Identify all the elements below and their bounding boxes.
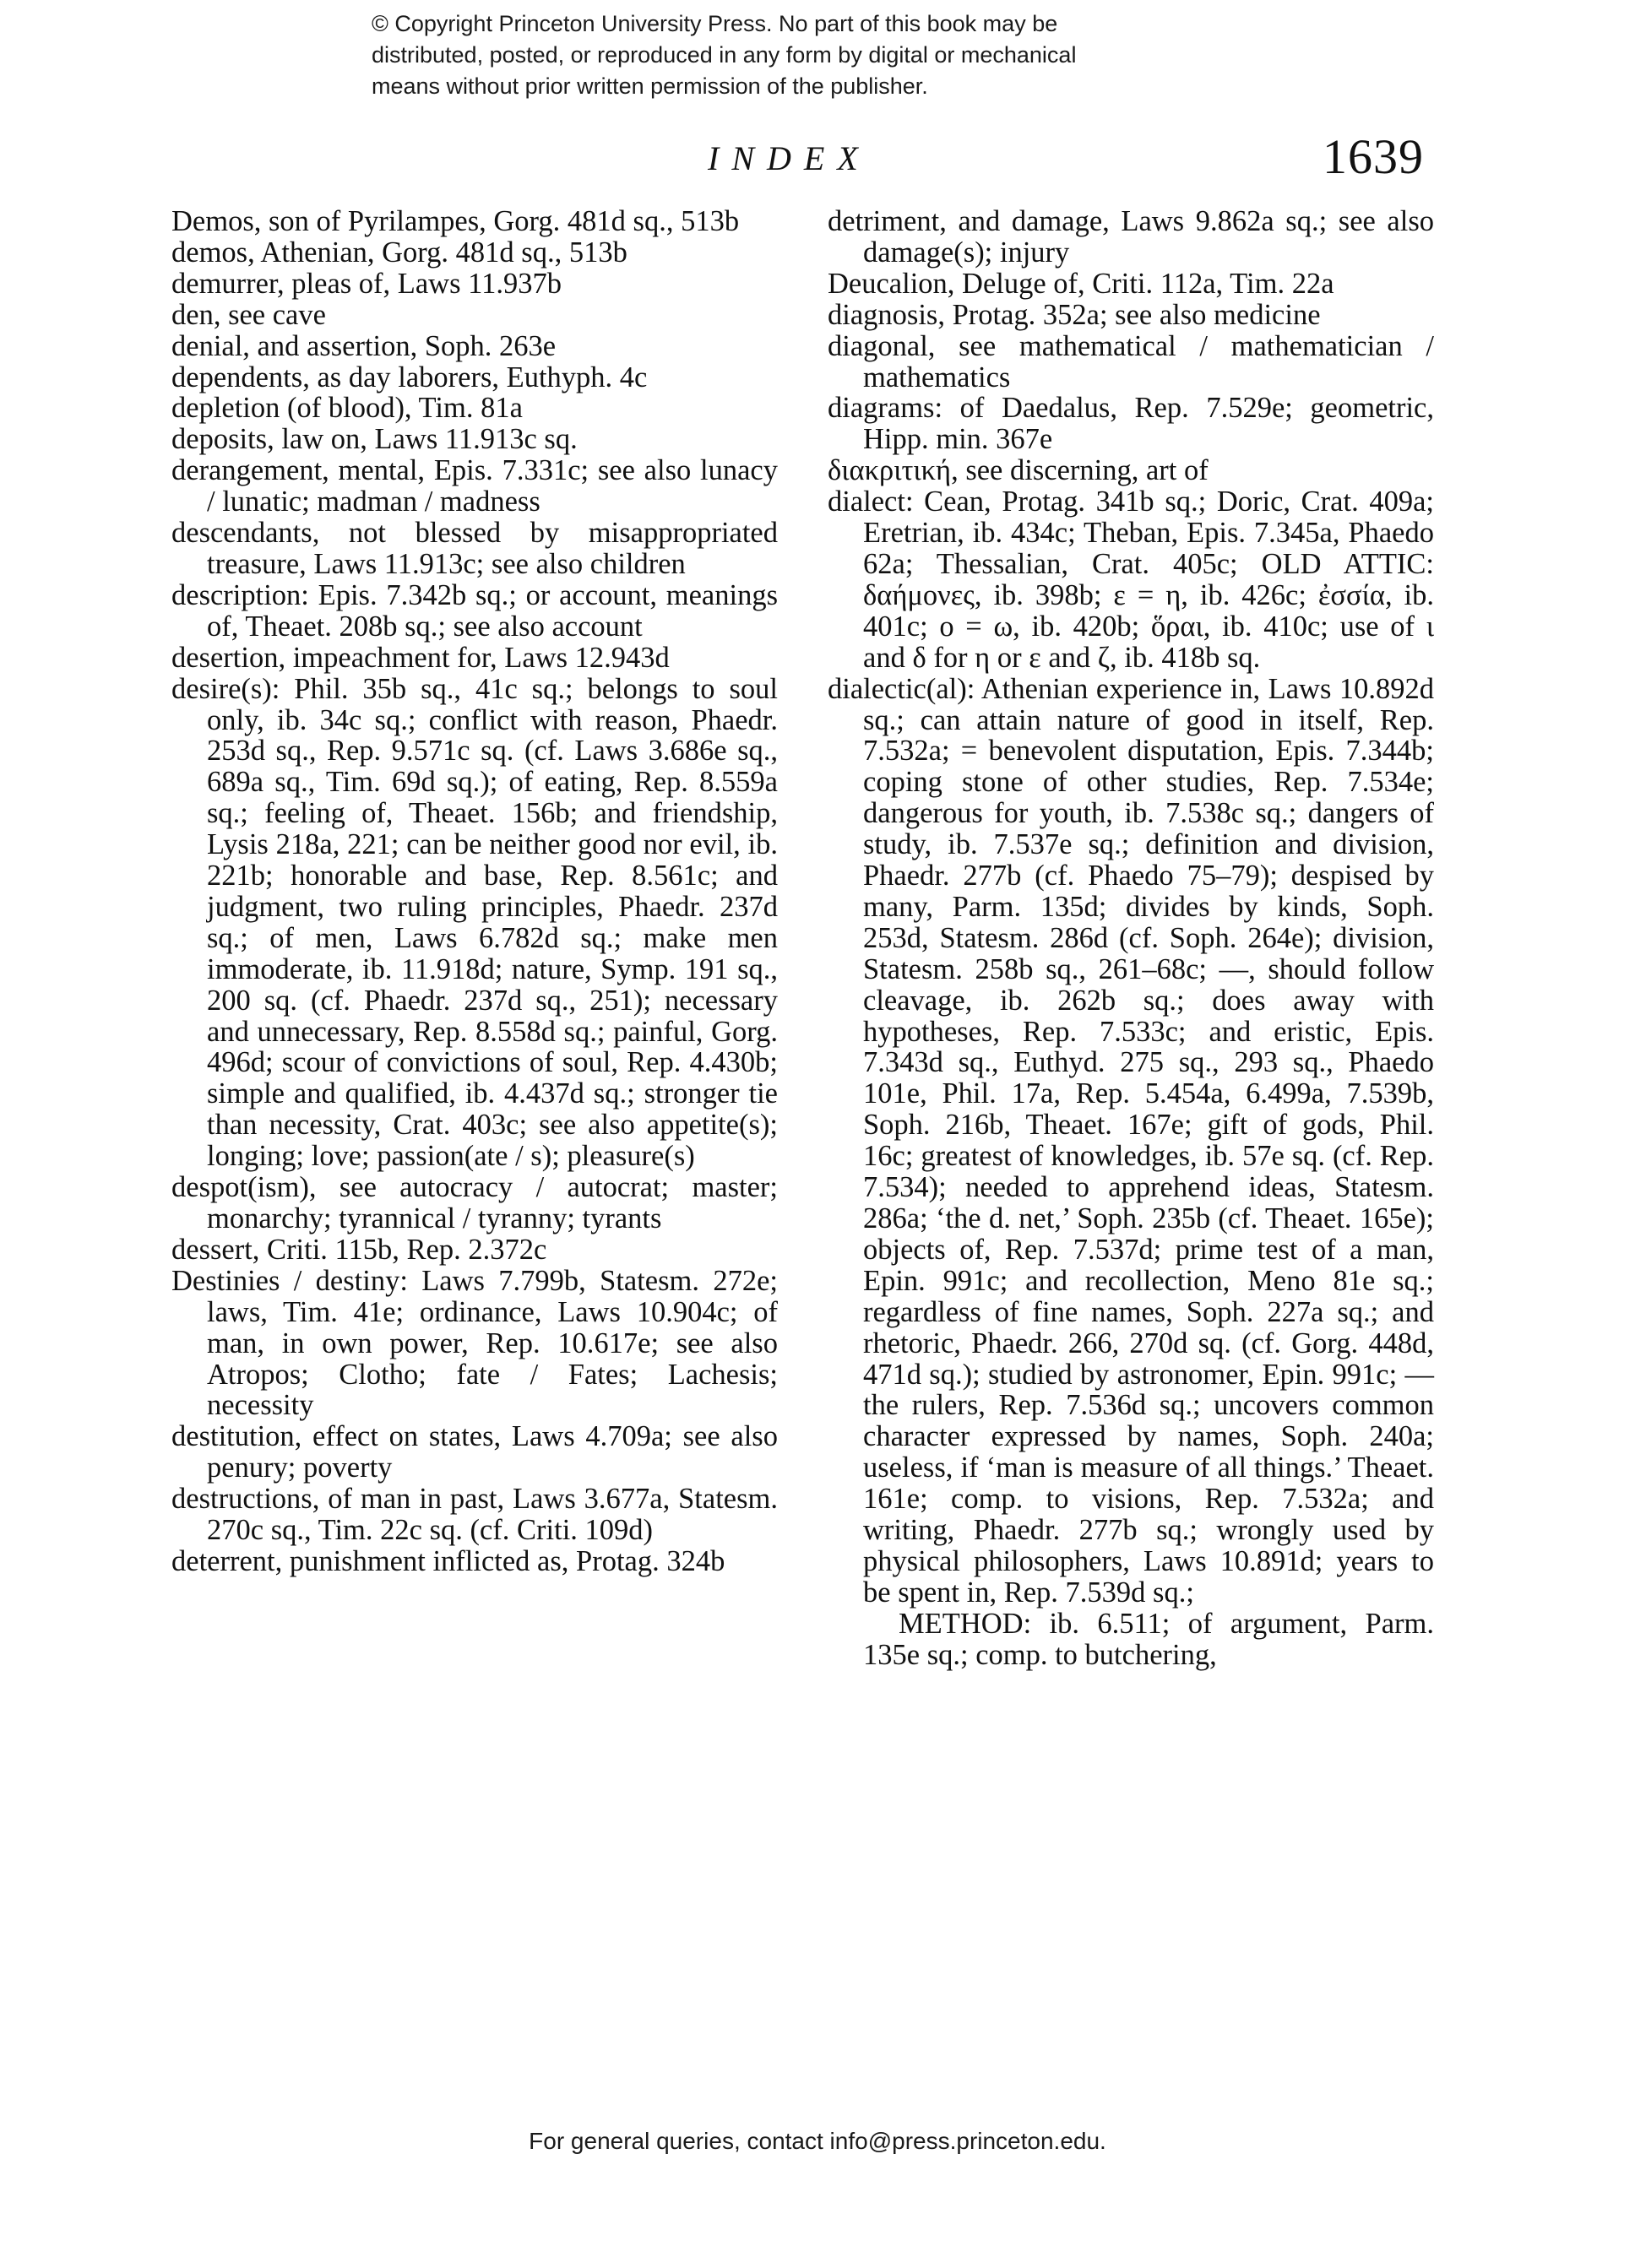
index-entry: detriment, and damage, Laws 9.862a sq.; see also damage(s); injury bbox=[828, 205, 1434, 269]
index-entry: diagonal, see mathematical / mathematician / mathematics bbox=[828, 329, 1434, 393]
index-entry: description: Epis. 7.342b sq.; or account, meanings of, Theaet. 208b sq.; see also account bbox=[171, 578, 778, 643]
index-entry: descendants, not blessed by misappropriated treasure, Laws 11.913c; see also children bbox=[171, 517, 778, 580]
copyright-line: distributed, posted, or reproduced in any form by digital or mechanical bbox=[372, 42, 1077, 68]
index-entry: despot(ism), see autocracy / autocrat; master; monarchy; tyrannical / tyranny; tyrants bbox=[171, 1171, 778, 1234]
index-entry: desertion, impeachment for, Laws 12.943d bbox=[171, 641, 670, 674]
index-entry: dependents, as day laborers, Euthyph. 4c bbox=[171, 361, 648, 393]
copyright-line: means without prior written permission of the publisher. bbox=[372, 73, 928, 99]
index-entry: deposits, law on, Laws 11.913c sq. bbox=[171, 423, 578, 456]
footer-contact: For general queries, contact info@press.princeton.edu. bbox=[529, 2128, 1106, 2154]
copyright-notice bbox=[372, 8, 1301, 102]
index-entry: Demos, son of Pyrilampes, Gorg. 481d sq., 513b bbox=[171, 205, 740, 237]
index-entry: διακριτική, see discerning, art of bbox=[828, 454, 1209, 487]
page-number: 1639 bbox=[1323, 129, 1424, 184]
page-title: INDEX bbox=[708, 139, 871, 177]
index-entry: diagrams: of Daedalus, Rep. 7.529e; geometric, Hipp. min. 367e bbox=[828, 392, 1434, 456]
index-entry: diagnosis, Protag. 352a; see also medicine bbox=[828, 298, 1321, 331]
index-entry: Destinies / destiny: Laws 7.799b, Statesm. 272e; laws, Tim. 41e; ordinance, Laws 10.904c; of man, in own power, Rep. 10.617e; see also Atropos; Clotho; fate / Fates; Lachesis; necessity bbox=[171, 1264, 778, 1422]
index-entry: deterrent, punishment inflicted as, Protag. 324b bbox=[171, 1544, 725, 1577]
running-head bbox=[0, 125, 1635, 193]
index-column-right bbox=[828, 206, 1434, 1671]
index-entry: depletion (of blood), Tim. 81a bbox=[171, 392, 523, 425]
index-entry: denial, and assertion, Soph. 263e bbox=[171, 329, 557, 362]
index-subentry: METHOD: ib. 6.511; of argument, Parm. 135e sq.; comp. to butchering, bbox=[863, 1607, 1434, 1671]
copyright-line: © Copyright Princeton University Press. No part of this book may be bbox=[372, 11, 1058, 36]
index-entry: Deucalion, Deluge of, Criti. 112a, Tim. 22a bbox=[828, 267, 1334, 300]
index-entry: destitution, effect on states, Laws 4.709a; see also penury; poverty bbox=[171, 1420, 778, 1484]
index-column-left bbox=[171, 206, 778, 1577]
index-entry: destructions, of man in past, Laws 3.677a, Statesm. 270c sq., Tim. 22c sq. (cf. Criti. 109d) bbox=[171, 1483, 778, 1547]
index-entry: desire(s): Phil. 35b sq., 41c sq.; belongs to soul only, ib. 34c sq.; conflict with reason, Phaedr. 253d sq., Rep. 9.571c sq. (cf. Laws 3.686e sq., 689a sq., Tim. 69d sq.); of eating, Rep. 8.559a sq.; feeling of, Theaet. 156b; and friendship, Lysis 218a, 221; can be neither good nor evil, ib. 221b; honorable and base, Rep. 8.561c; and judgment, two ruling principles, Phaedr. 237d sq.; of men, Laws 6.782d sq.; make men immoderate, ib. 11.918d; nature, Symp. 191 sq., 200 sq. (cf. Phaedr. 237d sq., 251); necessary and unnecessary, Rep. 8.558d sq.; painful, Gorg. 496d; scour of convictions of soul, Rep. 4.430b; simple and qualified, ib. 4.437d sq.; stronger tie than necessity, Crat. 403c; see also appetite(s); longing; love; passion(ate / s); pleasure(s) bbox=[171, 672, 778, 1173]
index-entry: dialect: Cean, Protag. 341b sq.; Doric, Crat. 409a; Eretrian, ib. 434c; Theban, Epis. 7.345a, Phaedo 62a; Thessalian, Crat. 405c; OLD ATTIC: δαήμονες, ib. 398b; ε = η, ib. 426c; ἐσσία, ib. 401c; ο = ω, ib. 420b; ὅραι, ib. 410c; use of ι and δ for η or ε and ζ, ib. 418b sq. bbox=[828, 486, 1434, 674]
index-entry: demurrer, pleas of, Laws 11.937b bbox=[171, 267, 562, 300]
index-entry: derangement, mental, Epis. 7.331c; see also lunacy / lunatic; madman / madness bbox=[171, 454, 778, 518]
index-entry: dessert, Criti. 115b, Rep. 2.372c bbox=[171, 1233, 547, 1266]
index-entry: demos, Athenian, Gorg. 481d sq., 513b bbox=[171, 236, 627, 269]
index-entry: dialectic(al): Athenian experience in, Laws 10.892d sq.; can attain nature of good in itself, Rep. 7.532a; = benevolent disputation, Epis. 7.344b; coping stone of other studies, Rep. 7.534e; dangerous for youth, ib. 7.538c sq.; dangers of study, ib. 7.537e sq.; definition and division, Phaedr. 277b (cf. Phaedo 75–79); despised by many, Parm. 135d; divides by kinds, Soph. 253d, Statesm. 286d (cf. Soph. 264e); division, Statesm. 258b sq., 261–68c; —, should follow cleavage, ib. 262b sq.; does away with hypotheses, Rep. 7.533c; and eristic, Epis. 7.343d sq., Euthyd. 275 sq., 293 sq., Phaedo 101e, Phil. 17a, Rep. 5.454a, 6.499a, 7.539b, Soph. 216b, Theaet. 167e; gift of gods, Phil. 16c; greatest of knowledges, ib. 57e sq. (cf. Rep. 7.534); needed to apprehend ideas, Statesm. 286a; ‘the d. net,’ Soph. 235b (cf. Theaet. 165e); objects of, Rep. 7.537d; prime test of a man, Epin. 991c; and recollection, Meno 81e sq.; regardless of fine names, Soph. 227a sq.; and rhetoric, Phaedr. 266, 270d sq. (cf. Gorg. 448d, 471d sq.); studied by astronomer, Epin. 991c; — the rulers, Rep. 7.536d sq.; uncovers common character expressed by names, Soph. 240a; useless, if ‘man is measure of all things.’ Theaet. 161e; comp. to visions, Rep. 7.532a; and writing, Phaedr. 277b sq.; wrongly used by physical philosophers, Laws 10.891d; years to be spent in, Rep. 7.539d sq.; bbox=[828, 672, 1434, 1609]
index-entry: den, see cave bbox=[171, 298, 326, 331]
